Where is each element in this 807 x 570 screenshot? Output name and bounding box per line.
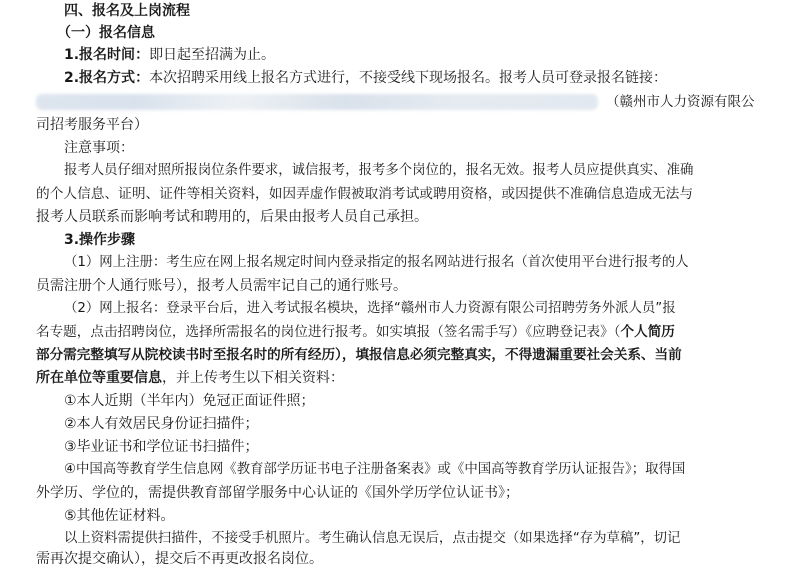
signup-time-colon: ： <box>135 47 150 63</box>
notes-paragraph-line3: 报考人员联系而影响考试和聘用的，后果由报考人员自己承担。 <box>36 209 428 225</box>
step2-line1: （2）网上报名：登录平台后，进入考试报名模块，选择“赣州市人力资源有限公司招聘劳务外派人员”报 <box>64 301 676 316</box>
step2-line2-bold: 个人简历 <box>620 324 675 340</box>
step2-line3: 部分需完整填写从院校读书时至报名时的所有经历），填报信息必须完整真实，不得遗漏重要社会关系、当前 <box>36 347 682 363</box>
section-heading: 四、报名及上岗流程 <box>64 3 190 19</box>
step2-line2-text: 名专题，点击招聘岗位，选择所需报名的岗位进行报考。如实填报（签名需手写）《应聘登记表》（ <box>36 324 621 340</box>
material-item-5: ⑤其他佐证材料。 <box>64 508 175 524</box>
material-item-1: ①本人近期（半年内）免冠正面证件照； <box>64 393 315 409</box>
notes-paragraph-line2: 的个人信息、证明、证件等相关资料，如因弄虚作假被取消考试或聘用资格，或因提供不准确信息造成无法与 <box>36 186 694 202</box>
material-item-4-line1: ④中国高等教育学生信息网《教育部学历证书电子注册备案表》或《中国高等教育学历认证报告》；取得国 <box>64 462 686 477</box>
material-item-4-line2: 外学历、学位的，需提供教育部留学服务中心认证的《国外学历学位认证书》； <box>36 485 519 501</box>
step2-line2 <box>36 321 675 343</box>
material-item-2: ②本人有效居民身份证扫描件； <box>64 416 259 432</box>
closing-line1: 以上资料需提供扫描件，不接受手机照片。考生确认信息无误后，点击提交（如果选择“存为草稿”，切记 <box>64 531 681 546</box>
signup-method-text: 本次招聘采用线上报名方式进行，不接受线下现场报名。报考人员可登录报名链接： <box>149 70 668 86</box>
step2-line4-text: ，并上传考生以下相关资料： <box>162 370 344 386</box>
material-item-3: ③毕业证书和学位证书扫描件； <box>64 439 259 455</box>
signup-time-line <box>64 44 275 66</box>
signup-link-suffix: （赣州市人力资源有限公 <box>606 94 755 110</box>
subsection-heading: （一）报名信息 <box>57 25 155 41</box>
signup-time-label: 1.报名时间 <box>64 47 136 63</box>
redacted-signup-link <box>36 94 598 110</box>
step1-line2: 员需注册个人通行账号），报考人员需牢记自己的通行账号。 <box>36 278 407 294</box>
steps-heading: 3.操作步骤 <box>64 232 136 248</box>
signup-method-label: 2.报名方式 <box>64 70 136 86</box>
notes-title: 注意事项： <box>64 140 134 156</box>
signup-method-colon: ： <box>135 70 150 86</box>
signup-time-text: 即日起至招满为止。 <box>149 47 276 63</box>
step2-line4 <box>36 367 344 389</box>
step2-line4-bold: 所在单位等重要信息 <box>36 370 162 386</box>
signup-method-line <box>64 67 667 89</box>
notes-paragraph-line1: 报考人员仔细对照所报岗位条件要求，诚信报考，报考多个岗位的，报名无效。报考人员应提供真实、准确 <box>64 163 694 178</box>
step1-line1: （1）网上注册：考生应在网上报名规定时间内登录指定的报名网站进行报名（首次使用平台进行报考的人 <box>64 255 689 270</box>
closing-line2: 需再次提交确认），提交后不再更改报名岗位。 <box>36 551 323 567</box>
signup-method-line3: 司招考服务平台） <box>36 117 148 133</box>
